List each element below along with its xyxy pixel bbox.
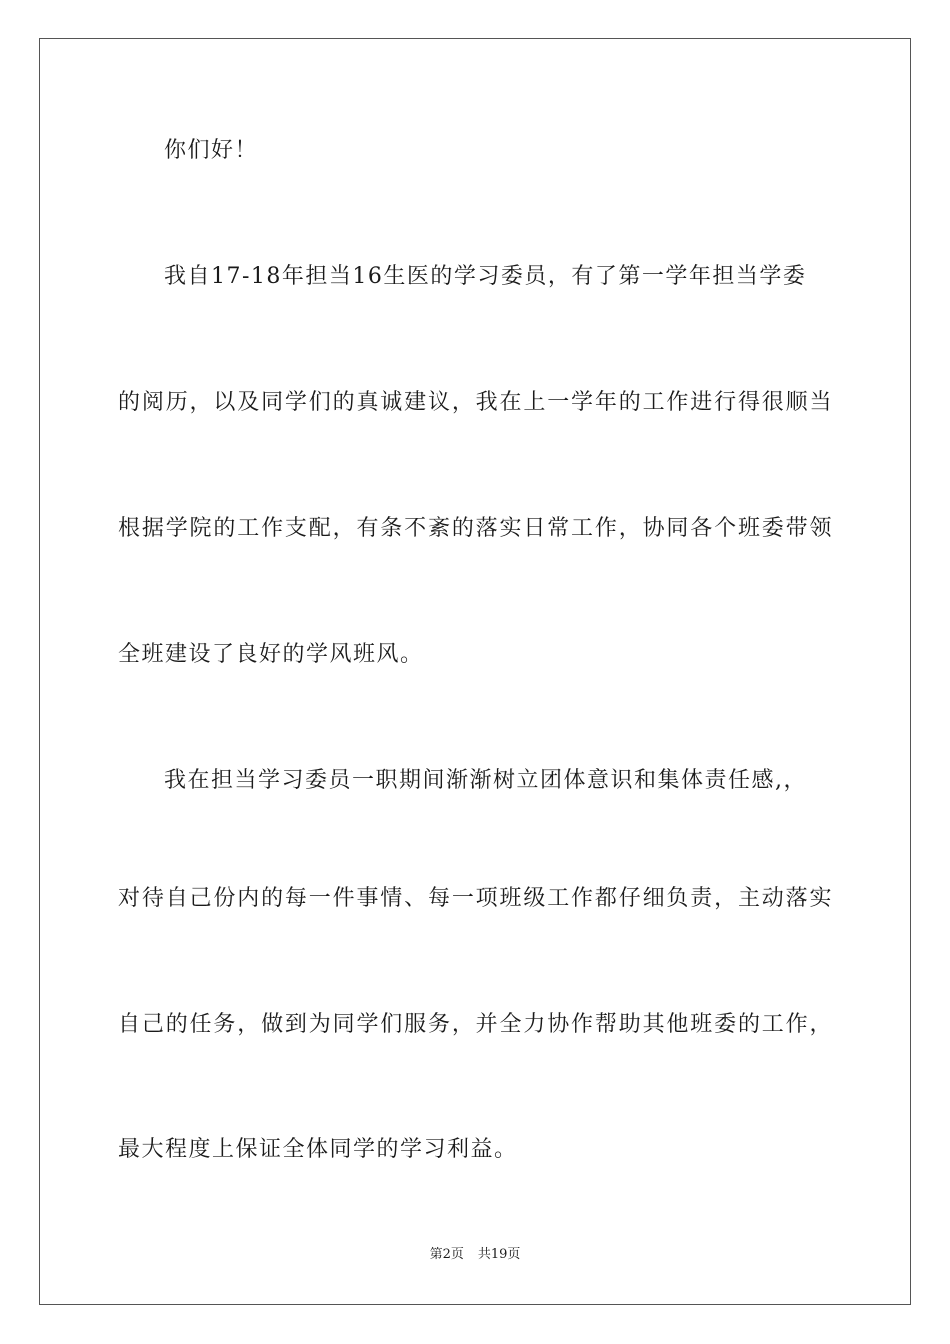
paragraph-2-line-1: 我在担当学习委员一职期间渐渐树立团体意识和集体责任感,， — [164, 768, 807, 793]
paragraph-1-line-3: 根据学院的工作支配，有条不紊的落实日常工作，协同各个班委带领 — [118, 516, 833, 541]
page-frame — [39, 38, 911, 1305]
paragraph-2-line-2: 对待自己份内的每一件事情、每一项班级工作都仔细负责，主动落实 — [118, 886, 833, 911]
greeting-line: 你们好！ — [164, 138, 259, 163]
paragraph-2-line-4: 最大程度上保证全体同学的学习利益。 — [118, 1137, 518, 1162]
paragraph-2-line-3: 自己的任务，做到为同学们服务，并全力协作帮助其他班委的工作， — [118, 1012, 833, 1037]
paragraph-1-line-4: 全班建设了良好的学风班风。 — [118, 642, 424, 667]
paragraph-1-line-2: 的阅历，以及同学们的真诚建议，我在上一学年的工作进行得很顺当 — [118, 390, 833, 415]
page-number-current: 第2页 — [429, 1247, 464, 1262]
page-number-total: 共19页 — [477, 1247, 521, 1262]
paragraph-1-line-1: 我自17-18年担当16生医的学习委员，有了第一学年担当学委 — [164, 264, 807, 289]
page-footer — [0, 1246, 950, 1264]
